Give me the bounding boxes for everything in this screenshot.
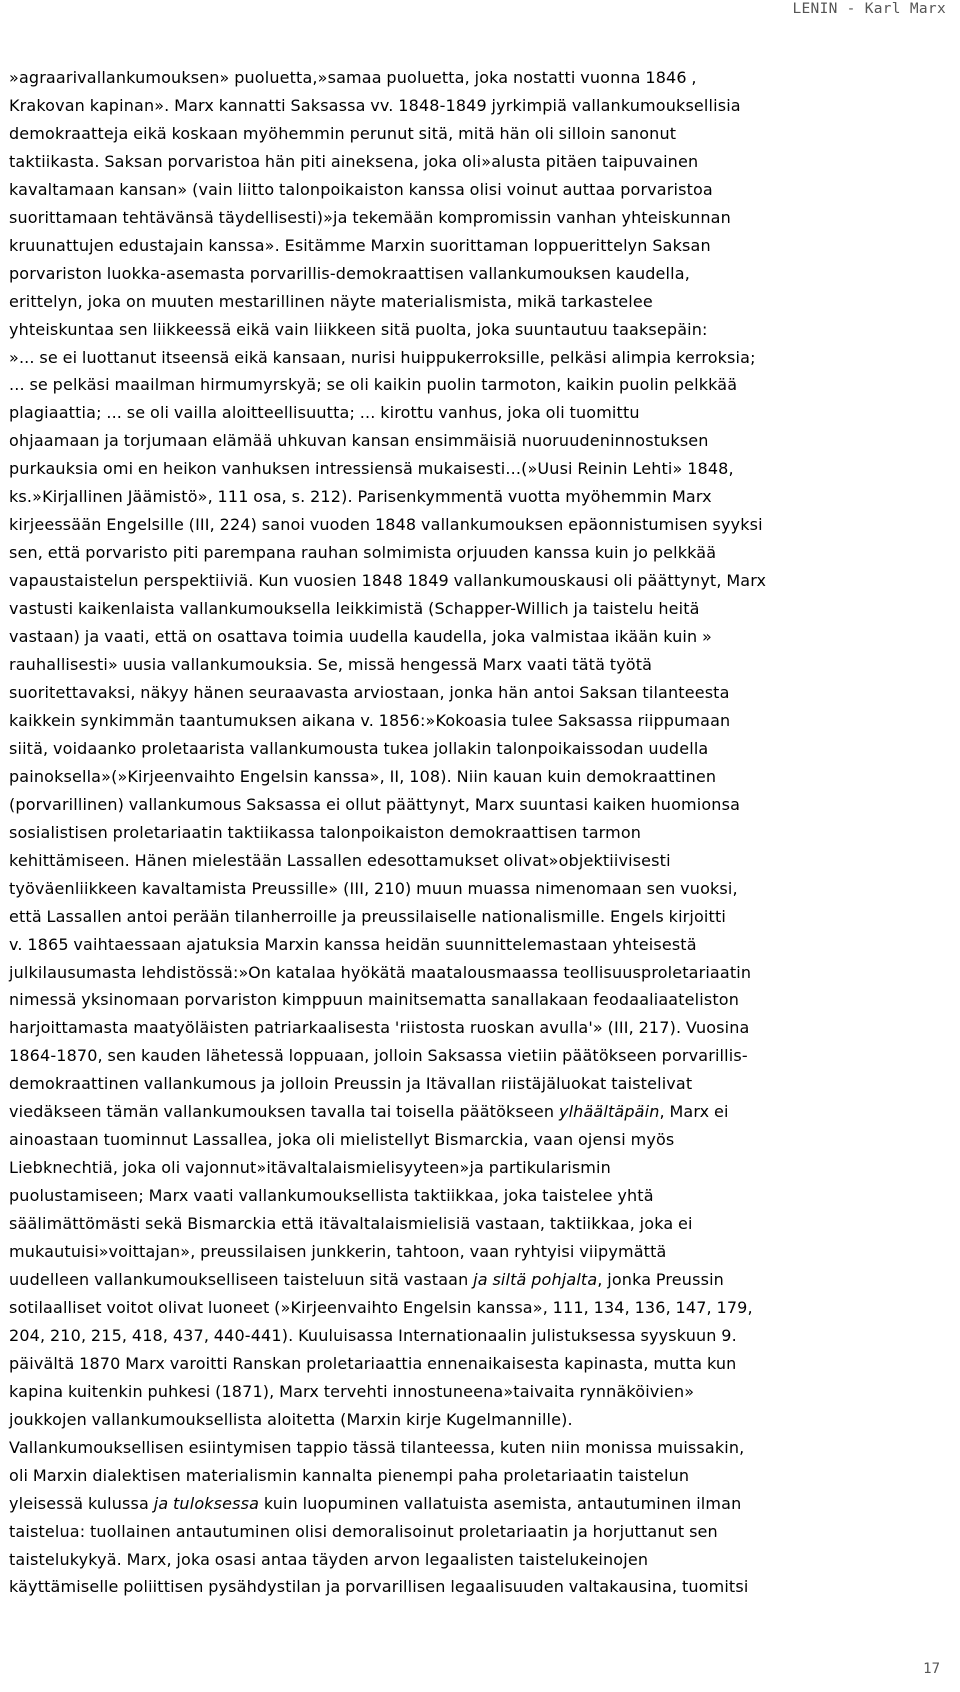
text-line: julkilausumasta lehdistössä:»On katalaa hyökätä maatalousmaassa teollisuusproletariaatin xyxy=(9,962,752,982)
text-line: suoritettavaksi, näkyy hänen seuraavasta arviostaan, jonka hän antoi Saksan tilanteesta xyxy=(9,682,730,702)
text-line: Krakovan kapinan». Marx kannatti Saksassa vv. 1848-1849 jyrkimpiä vallankumouksellisia xyxy=(9,95,741,115)
text-line: kapina kuitenkin puhkesi (1871), Marx tervehti innostuneena»taivaita rynnäköivien» xyxy=(9,1381,695,1401)
text-segment: yleisessä kulussa xyxy=(9,1493,154,1513)
text-line: kavaltamaan kansan» (vain liitto talonpoikaiston kanssa olisi voinut auttaa porvaristoa xyxy=(9,179,713,199)
text-line: joukkojen vallankumouksellista aloitetta (Marxin kirje Kugelmannille). xyxy=(9,1409,573,1429)
text-segment: uudelleen vallankumoukselliseen taisteluun sitä vastaan xyxy=(9,1269,474,1289)
text-line: Vallankumouksellisen esiintymisen tappio tässä tilanteessa, kuten niin monissa muissakin, xyxy=(9,1437,745,1457)
emphasis-text: ylhäältäpäin xyxy=(558,1102,660,1122)
text-line: taistelukykyä. Marx, joka osasi antaa täyden arvon legaalisten taistelukeinojen xyxy=(9,1549,649,1569)
emphasis-text: ja tuloksessa xyxy=(153,1493,260,1513)
text-segment: viedäkseen tämän vallankumouksen tavalla tai toisella päätökseen xyxy=(9,1102,559,1122)
page-number: 17 xyxy=(923,1661,940,1677)
text-line: käyttämiselle poliittisen pysähdystilan ja porvarillisen legaalisuuden valtakausina, tuomitsi xyxy=(9,1577,749,1597)
text-line: vastusti kaikenlaista vallankumouksella leikkimistä (Schapper-Willich ja taistelu heitä xyxy=(9,599,700,619)
text-line: vastaan) ja vaati, että on osattava toimia uudella kaudella, joka valmistaa ikään kuin » xyxy=(9,627,712,647)
text-line: työväenliikkeen kavaltamista Preussille» (III, 210) muun muassa nimenomaan sen vuoksi, xyxy=(9,878,738,898)
text-line: harjoittamasta maatyöläisten patriarkaalisesta 'riistosta ruoskan avulla'» (III, 217). Vuosina xyxy=(9,1018,750,1038)
text-line: rauhallisesti» uusia vallankumouksia. Se, missä hengessä Marx vaati tätä työtä xyxy=(9,655,653,675)
text-line: demokraattinen vallankumous ja jolloin Preussin ja Itävallan riistäjäluokat taistelivat xyxy=(9,1074,693,1094)
text-line: säälimättömästi sekä Bismarckia että itävaltalaismielisiä vastaan, taktiikkaa, joka ei xyxy=(9,1214,693,1234)
text-line: 204, 210, 215, 418, 437, 440-441). Kuuluisassa Internationaalin julistuksessa syyskuun 9. xyxy=(9,1325,737,1345)
text-line: sotilaalliset voitot olivat luoneet (»Kirjeenvaihto Engelsin kanssa», 111, 134, 136, 147, 179, xyxy=(9,1297,753,1317)
text-line: oli Marxin dialektisen materialismin kannalta pienempi paha proletariaatin taistelun xyxy=(9,1465,690,1485)
text-segment: , jonka Preussin xyxy=(597,1269,724,1289)
text-line: nimessä yksinomaan porvariston kimppuun mainitsematta sanallakaan feodaaliaateliston xyxy=(9,990,739,1010)
text-line xyxy=(9,1490,944,1518)
text-segment: kuin luopuminen vallatuista asemista, antautuminen ilman xyxy=(259,1493,742,1513)
text-line: kaikkein synkimmän taantumuksen aikana v. 1856:»Kokoasia tulee Saksassa riippumaan xyxy=(9,710,731,730)
text-line: ks.»Kirjallinen Jäämistö», 111 osa, s. 212). Parisenkymmentä vuotta myöhemmin Marx xyxy=(9,487,712,507)
running-header: LENIN - Karl Marx xyxy=(792,1,946,17)
text-line xyxy=(9,1098,944,1126)
text-line: plagiaattia; ... se oli vailla aloitteellisuutta; ... kirottu vanhus, joka oli tuomittu xyxy=(9,403,640,423)
text-line: kehittämiseen. Hänen mielestään Lassallen edesottamukset olivat»objektiivisesti xyxy=(9,850,671,870)
text-line: (porvarillinen) vallankumous Saksassa ei ollut päättynyt, Marx suuntasi kaiken huomionsa xyxy=(9,794,741,814)
text-line: yhteiskuntaa sen liikkeessä eikä vain liikkeen sitä puolta, joka suuntautuu taaksepäin: xyxy=(9,319,708,339)
text-line: kruunattujen edustajain kanssa». Esitämme Marxin suorittaman loppuerittelyn Saksan xyxy=(9,235,711,255)
text-line: Liebknechtiä, joka oli vajonnut»itävaltalaismielisyyteen»ja partikularismin xyxy=(9,1158,611,1178)
text-line: sosialistisen proletariaatin taktiikassa talonpoikaiston demokraattisen tarmon xyxy=(9,822,642,842)
text-line: purkauksia omi en heikon vanhuksen intressiensä mukaisesti...(»Uusi Reinin Lehti» 1848, xyxy=(9,459,734,479)
text-line: taistelua: tuollainen antautuminen olisi demoralisoinut proletariaatin ja horjuttanut sen xyxy=(9,1521,718,1541)
text-line xyxy=(9,1266,944,1294)
text-line: että Lassallen antoi perään tilanherroille ja preussilaiselle nationalismille. Engels kirjoitti xyxy=(9,906,726,926)
text-line: päivältä 1870 Marx varoitti Ranskan proletariaattia ennenaikaisesta kapinasta, mutta kun xyxy=(9,1353,737,1373)
text-line: puolustamiseen; Marx vaati vallankumouksellista taktiikkaa, joka taistelee yhtä xyxy=(9,1186,654,1206)
text-line: v. 1865 vaihtaessaan ajatuksia Marxin kanssa heidän suunnittelemastaan yhteisestä xyxy=(9,934,697,954)
text-line: mukautuisi»voittajan», preussilaisen junkkerin, tahtoon, vaan ryhtyisi viipymättä xyxy=(9,1242,667,1262)
text-line: »... se ei luottanut itseensä eikä kansaan, nurisi huippukerroksille, pelkäsi alimpia kerroksia; xyxy=(9,347,756,367)
text-line: suorittamaan tehtävänsä täydellisesti)»ja tekemään kompromissin vanhan yhteiskunnan xyxy=(9,207,731,227)
text-line: taktiikasta. Saksan porvaristoa hän piti aineksena, joka oli»alusta pitäen taipuvainen xyxy=(9,151,699,171)
text-line: sen, että porvaristo piti parempana rauhan solmimista orjuuden kanssa kuin jo pelkkää xyxy=(9,543,717,563)
text-line: 1864-1870, sen kauden lähetessä loppuaan, jolloin Saksassa vietiin päätökseen porvarillis- xyxy=(9,1046,748,1066)
text-line: ohjaamaan ja torjumaan elämää uhkuvan kansan ensimmäisiä nuoruudeninnostuksen xyxy=(9,431,709,451)
text-line: erittelyn, joka on muuten mestarillinen näyte materialismista, mikä tarkastelee xyxy=(9,291,653,311)
emphasis-text: ja siltä pohjalta xyxy=(473,1269,598,1289)
text-line: ainoastaan tuominnut Lassallea, joka oli mielistellyt Bismarckia, vaan ojensi myös xyxy=(9,1130,675,1150)
text-line: siitä, voidaanko proletaarista vallankumousta tukea jollakin talonpoikaissodan uudella xyxy=(9,738,709,758)
body-text xyxy=(9,64,944,1601)
text-line: demokraatteja eikä koskaan myöhemmin perunut sitä, mitä hän oli silloin sanonut xyxy=(9,123,677,143)
text-segment: , Marx ei xyxy=(659,1102,729,1122)
text-line: ... se pelkäsi maailman hirmumyrskyä; se oli kaikin puolin tarmoton, kaikin puolin pelkkää xyxy=(9,375,738,395)
text-line: vapaustaistelun perspektiiviä. Kun vuosien 1848 1849 vallankumouskausi oli päättynyt, Marx xyxy=(9,571,767,591)
text-line: painoksella»(»Kirjeenvaihto Engelsin kanssa», II, 108). Niin kauan kuin demokraattinen xyxy=(9,766,717,786)
text-line: kirjeessään Engelsille (III, 224) sanoi vuoden 1848 vallankumouksen epäonnistumisen syyksi xyxy=(9,515,763,535)
text-line: »agraarivallankumouksen» puoluetta,»samaa puoluetta, joka nostatti vuonna 1846 , xyxy=(9,68,697,87)
text-line: porvariston luokka-asemasta porvarillis-demokraattisen vallankumouksen kaudella, xyxy=(9,263,690,283)
